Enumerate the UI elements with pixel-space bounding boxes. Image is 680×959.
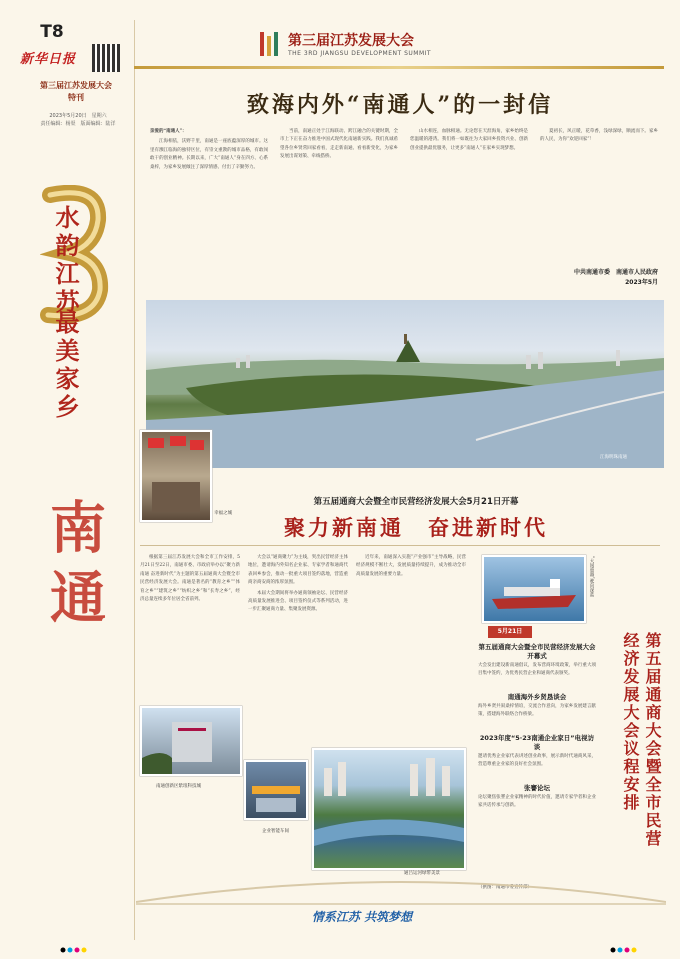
canal-illustration bbox=[314, 750, 464, 868]
signature-org: 中共南通市委 南通市人民政府 bbox=[573, 269, 658, 276]
port-caption: “大国重器”驶向深蓝 bbox=[589, 556, 594, 597]
port-photo bbox=[482, 555, 586, 623]
photo-source: （供图：南通市委宣传部） bbox=[478, 885, 532, 890]
color-dots-icon bbox=[60, 947, 90, 953]
page-number: T8 bbox=[40, 22, 64, 42]
color-dots-icon bbox=[610, 947, 640, 953]
letter-column-4 bbox=[540, 128, 658, 266]
agenda-item-heading: 南通海外乡贤恳谈会 bbox=[507, 693, 567, 701]
article-headline: 聚力新南通 奋进新时代 bbox=[284, 515, 548, 540]
agenda-item-text: 论坛聚焦张謇企业家精神的时代价值，邀请专家学者和企业家共话传承与创新。 bbox=[478, 795, 596, 809]
agenda-item-text: 海外乡贤共叙桑梓情谊，交流合作意向，为家乡发展建言献策，搭建海外联络合作桥梁。 bbox=[478, 704, 596, 718]
agenda-item-heading: 第五届通商大会暨全市民营经济发展大会开幕式 bbox=[478, 643, 596, 660]
summit-title-en: THE 3RD JIANGSU DEVELOPMENT SUMMIT bbox=[288, 50, 432, 57]
masthead-logo: 新华日报 bbox=[20, 52, 77, 67]
letter-column-1 bbox=[150, 128, 268, 296]
agenda-item-heading: 2023年度“5·23南通企业家日”电视访谈 bbox=[479, 734, 595, 751]
letter-paragraph: 夏初长，风正暖，花草香，浅绿深绿，顺流而下。家乡的人民，为你“欢迎回家”！ bbox=[540, 129, 658, 143]
street-photo bbox=[140, 430, 212, 522]
header-gold-bar bbox=[134, 66, 664, 69]
qr-code-icon bbox=[92, 44, 120, 72]
edition-line2: 特刊 bbox=[68, 93, 84, 102]
letter-paragraph: 江海相依，沃野千里，南通是一座底蕴深厚的城市。这里有濒江临海的独特区位，有崇文重教的城市品格，有敢闯敢干的创业精神。长期以来，广大“南通人”身在四方、心系桑梓，为家乡发展倾注了深厚情感、付出了辛勤努力。 bbox=[150, 139, 268, 170]
canal-photo bbox=[312, 748, 466, 870]
article-paragraph: 大会以“通商聚力”为主线，突出民营经济主体地位，邀请海内外知名企业家、专家学者和通商代表回乡参会，推动一批重大项目签约落地，营造重商亲商安商的浓厚氛围。 bbox=[248, 555, 348, 586]
print-color-marks-right bbox=[610, 938, 640, 944]
article-paragraph: 本届大会期间将举办通商领袖论坛、民营经济高质量发展推进会、项目签约仪式等系列活动，进一步汇聚通商力量、集聚发展资源。 bbox=[248, 590, 348, 613]
letter-column-3 bbox=[410, 128, 528, 296]
footer-slogan: 情系江苏 共筑梦想 bbox=[311, 910, 413, 924]
article-paragraph: 近年来，南通深入实施“产业强市”主导战略，民营经济规模不断壮大，发展质量持续提升，成为推动全市高质量发展的重要力量。 bbox=[356, 555, 466, 577]
headline-rule bbox=[140, 545, 660, 546]
article-column-2 bbox=[248, 554, 348, 744]
enterprise-photo bbox=[244, 760, 308, 820]
agenda-date-badge: 5月21日 bbox=[488, 626, 532, 638]
summit-logo-icon bbox=[258, 30, 280, 58]
ship-illustration bbox=[484, 557, 584, 621]
agenda-list bbox=[478, 642, 596, 820]
slogan-line2: 最美家乡 bbox=[51, 310, 80, 422]
letter-greeting: 亲爱的“南通人”： bbox=[150, 129, 187, 134]
print-color-marks-left bbox=[60, 938, 90, 944]
edition-line1: 第三届江苏发展大会 bbox=[40, 81, 112, 90]
signature-date: 2023年5月 bbox=[625, 279, 658, 286]
buildings-illustration bbox=[142, 708, 240, 774]
column-divider bbox=[134, 20, 135, 940]
letter-column-2 bbox=[280, 128, 398, 296]
agenda-item-text: 邀请优秀企业家代表讲述创业故事，展示新时代通商风采，营造尊重企业家的良好社会氛围。 bbox=[478, 754, 596, 768]
bridge-ornament bbox=[136, 872, 666, 912]
edition-label bbox=[26, 80, 126, 104]
agenda-title: 第五届通商大会暨全市民营经济发展大会议程安排 bbox=[621, 632, 662, 848]
issue-date: 2023年5月20日 星期六 bbox=[49, 113, 107, 119]
article-subheadline: 第五届通商大会暨全市民营经济发展大会5月21日开幕 bbox=[313, 497, 519, 507]
letter-signature bbox=[540, 268, 658, 288]
panorama-illustration bbox=[146, 300, 664, 468]
article-paragraph: 根据第三届江苏发展大会和全市工作安排，5月21日至22日，南通市委、市政府举办以“聚力新南通 奋进新时代”为主题的第五届通商大会暨全市民营经济发展大会。南通是著名的“教育之乡”“体育之乡”“建筑之乡”“纺织之乡”和“长寿之乡”，经济总量连续多年位居全省前列。 bbox=[140, 555, 240, 603]
slogan-line1: 水韵江苏 bbox=[51, 205, 80, 317]
agenda-item-heading: 张謇论坛 bbox=[524, 784, 550, 792]
city-calligraphy: 南通 bbox=[41, 498, 107, 638]
canal-caption: 通吕运河绿带美景 bbox=[404, 871, 440, 876]
enterprise-caption: 企业智能车间 bbox=[262, 829, 289, 834]
issue-meta bbox=[30, 112, 126, 128]
letter-paragraph: 当前，南通正处于江海联动、跨江融合的关键时期，全市上下正在奋力推进中国式现代化南通新实践。我们真诚希望各位乡贤常回家看看，走走新南通、看看新变化，为家乡发展出谋划策、牵线搭桥。 bbox=[280, 129, 398, 160]
factory-illustration bbox=[246, 762, 306, 818]
article-column-3 bbox=[356, 554, 466, 744]
letter-paragraph: 山水相连，血脉相通。无论您在天涯海角，家乡始终是您温暖的港湾。我们将一如既往为大家回乡投资兴业、创新创业提供最优服务，让更多“南通人”在家乡实现梦想。 bbox=[410, 129, 528, 151]
summit-title: 第三届江苏发展大会 bbox=[288, 33, 414, 49]
industry-caption: 南通创新区紫琅科技城 bbox=[156, 784, 201, 789]
industry-park-photo bbox=[140, 706, 242, 776]
editors-line: 责任编辑：杨渠 版面编辑：陆洋 bbox=[40, 121, 116, 127]
agenda-item-text: 大会发出建设新南通倡议，发布营商环境政策，举行重大项目集中签约，为优秀民营企业和通商代表颁奖。 bbox=[478, 663, 596, 677]
street-caption: 幸福之城 bbox=[214, 511, 232, 516]
letter-title: 致海内外“南通人”的一封信 bbox=[246, 92, 554, 118]
city-panorama-photo bbox=[146, 300, 664, 468]
panorama-caption: 江海明珠南通 bbox=[600, 455, 627, 460]
